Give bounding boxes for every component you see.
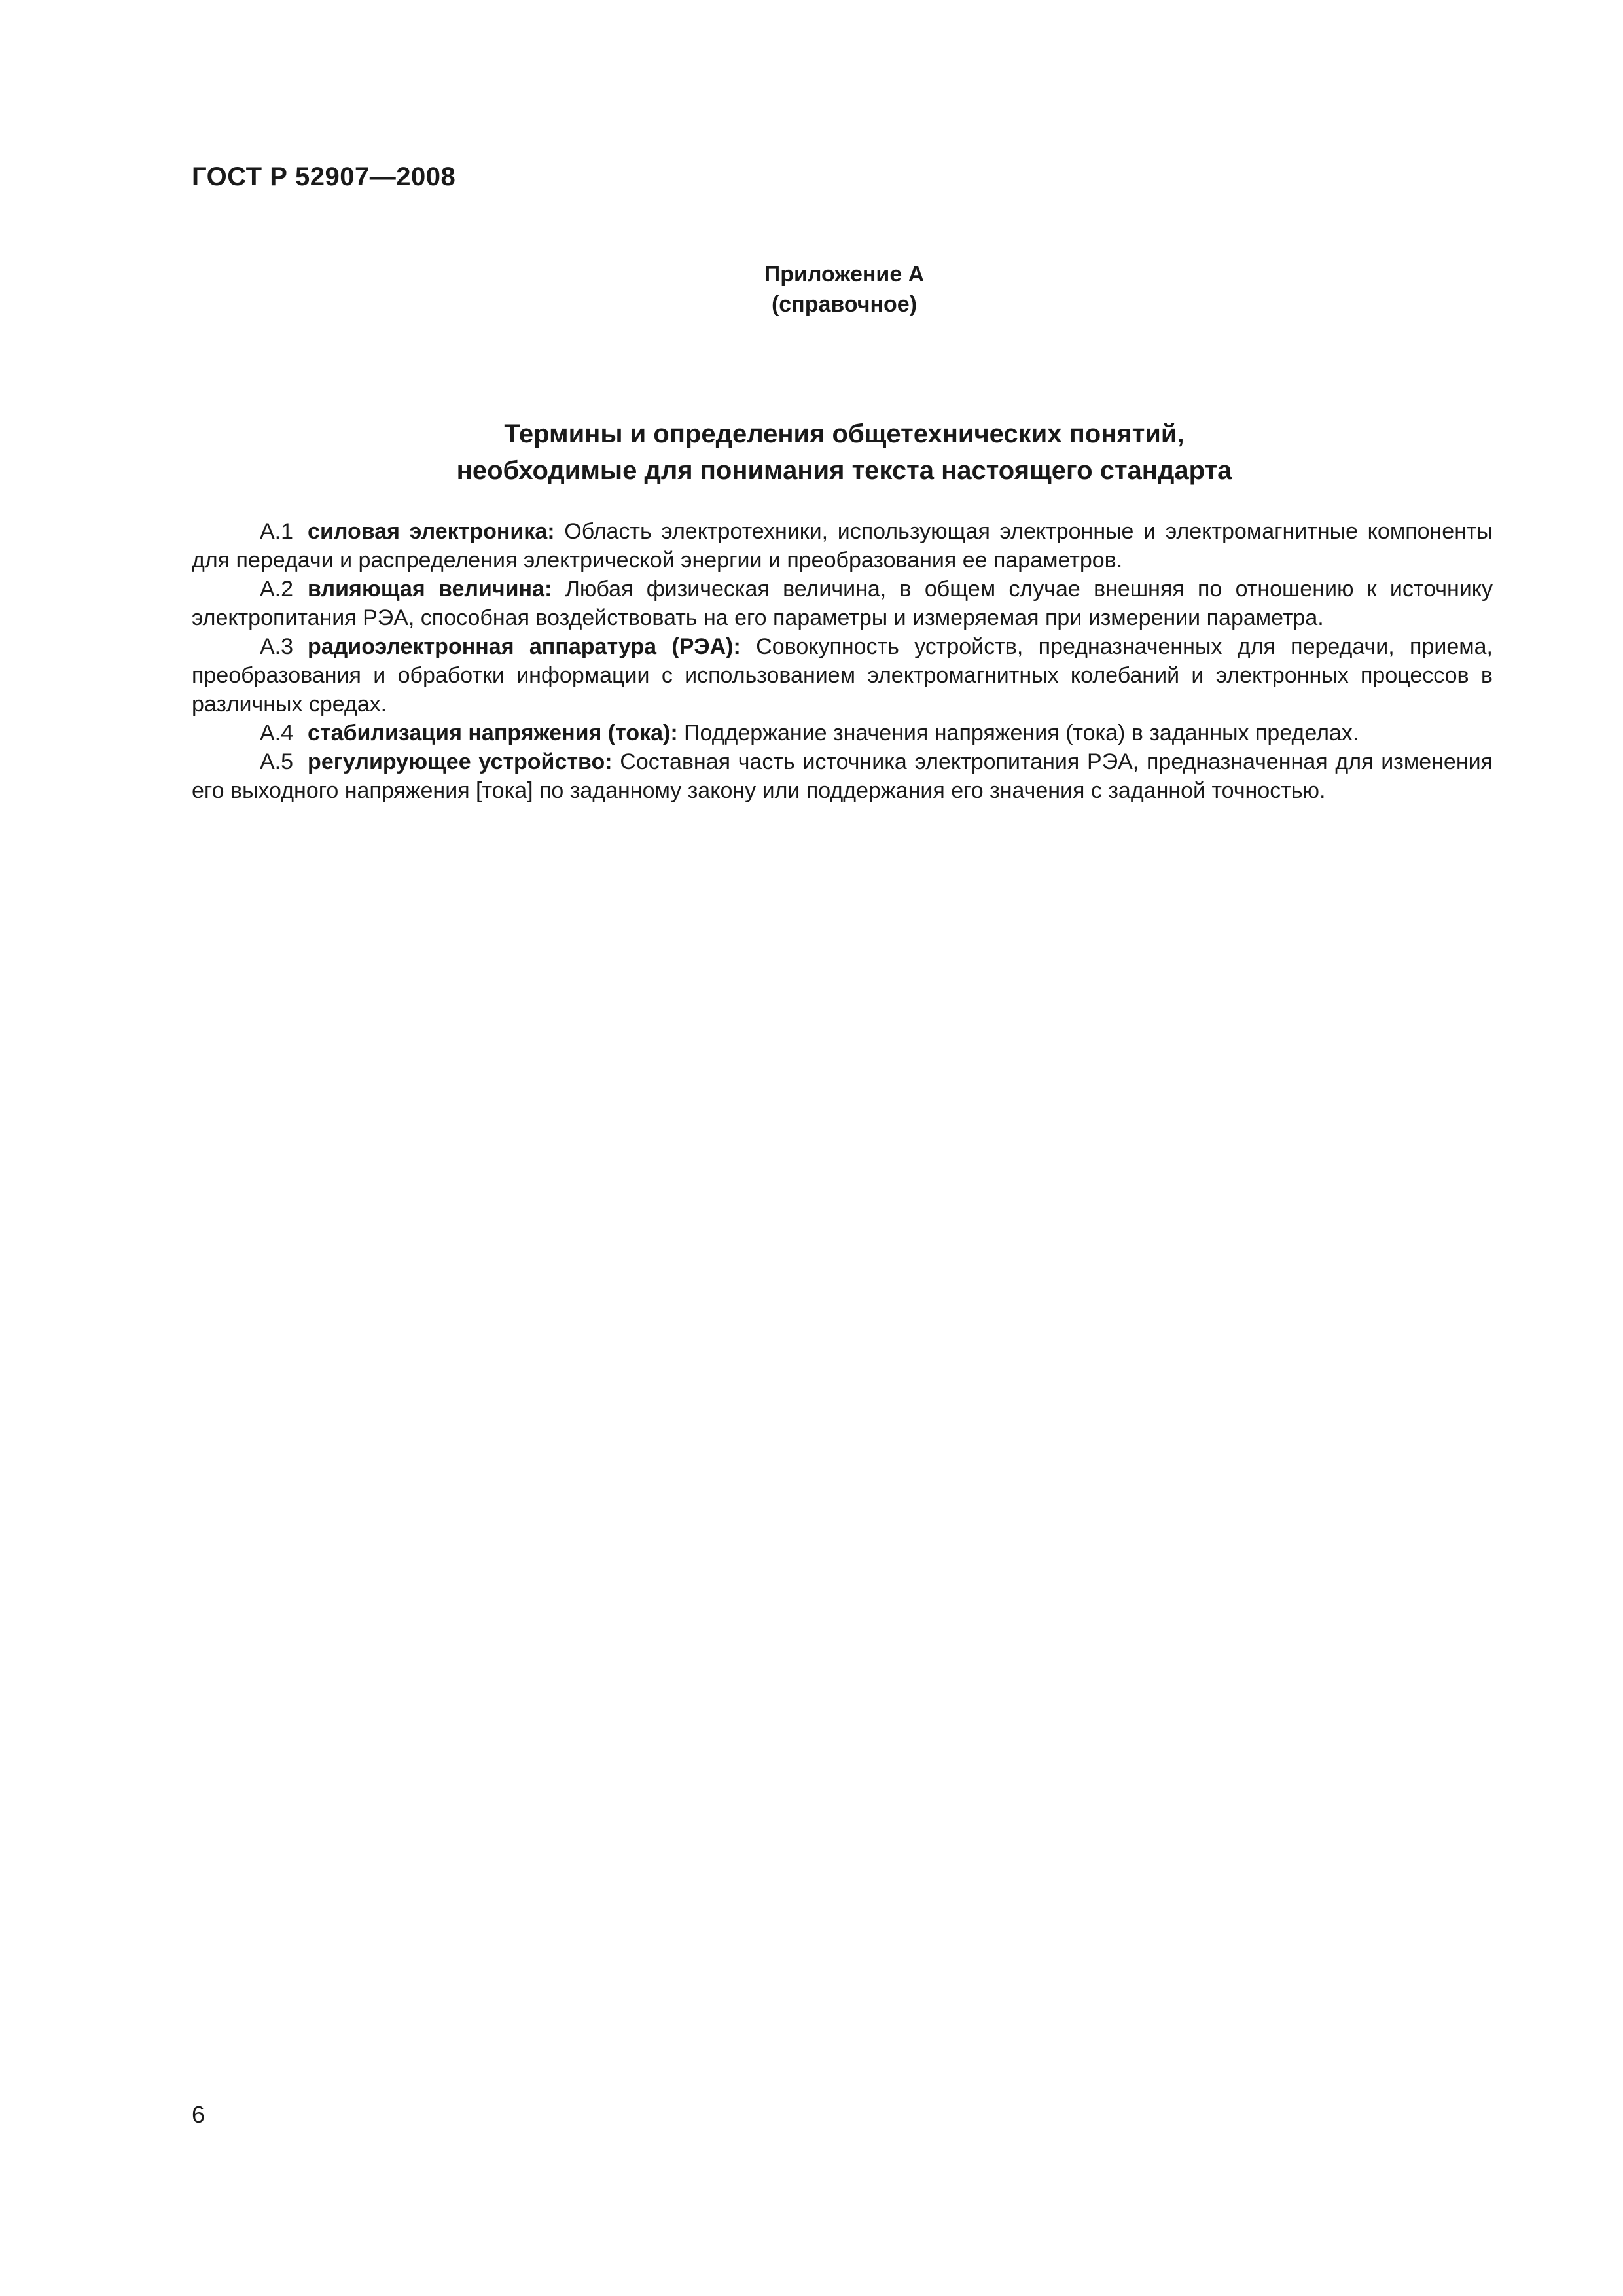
term-name: влияющая величина: (308, 577, 552, 601)
term-a4 (192, 719, 1493, 747)
term-a3 (192, 632, 1493, 719)
term-a2 (192, 575, 1493, 632)
appendix-type: (справочное) (771, 292, 918, 317)
page-number: 6 (192, 2101, 205, 2128)
section-title-line-1: Термины и определения общетехнических понятий, (504, 420, 1185, 448)
term-definition: Поддержание значения напряжения (тока) в заданных пределах. (677, 721, 1359, 745)
term-name: регулирующее устройство: (308, 749, 613, 774)
term-name: силовая электроника: (308, 519, 555, 544)
term-number: А.5 (260, 749, 294, 774)
document-code: ГОСТ Р 52907—2008 (192, 162, 456, 191)
term-definition: Область электротехники, использующая электронные и электромагнитные компоненты для передачи и распределения электрической энергии и преобразования ее параметров. (192, 519, 1493, 573)
term-number: А.3 (260, 634, 294, 659)
section-title (0, 416, 1623, 489)
terms-list (192, 517, 1493, 805)
term-number: А.1 (260, 519, 294, 544)
term-a5 (192, 747, 1493, 805)
term-name: стабилизация напряжения (тока): (308, 721, 678, 745)
term-definition: Любая физическая величина, в общем случае внешняя по отношению к источнику электропитания РЭА, способная воздействовать на его параметры и измеряемая при измерении параметра. (192, 577, 1493, 630)
term-name: радиоэлектронная аппаратура (РЭА): (308, 634, 741, 659)
term-number: А.2 (260, 577, 294, 601)
appendix-label: Приложение А (764, 262, 925, 287)
term-number: А.4 (260, 721, 294, 745)
term-definition: Составная часть источника электропитания РЭА, предназначенная для изменения его выходного напряжения [тока] по заданному закону или поддержания его значения с заданной точностью. (192, 749, 1493, 803)
term-a1 (192, 517, 1493, 575)
appendix-heading (0, 259, 1623, 319)
term-definition: Совокупность устройств, предназначенных для передачи, приема, преобразования и обработки информации с использованием электромагнитных колебаний и электронных процессов в различных средах. (192, 634, 1493, 717)
section-title-line-2: необходимые для понимания текста настоящего стандарта (456, 456, 1232, 485)
